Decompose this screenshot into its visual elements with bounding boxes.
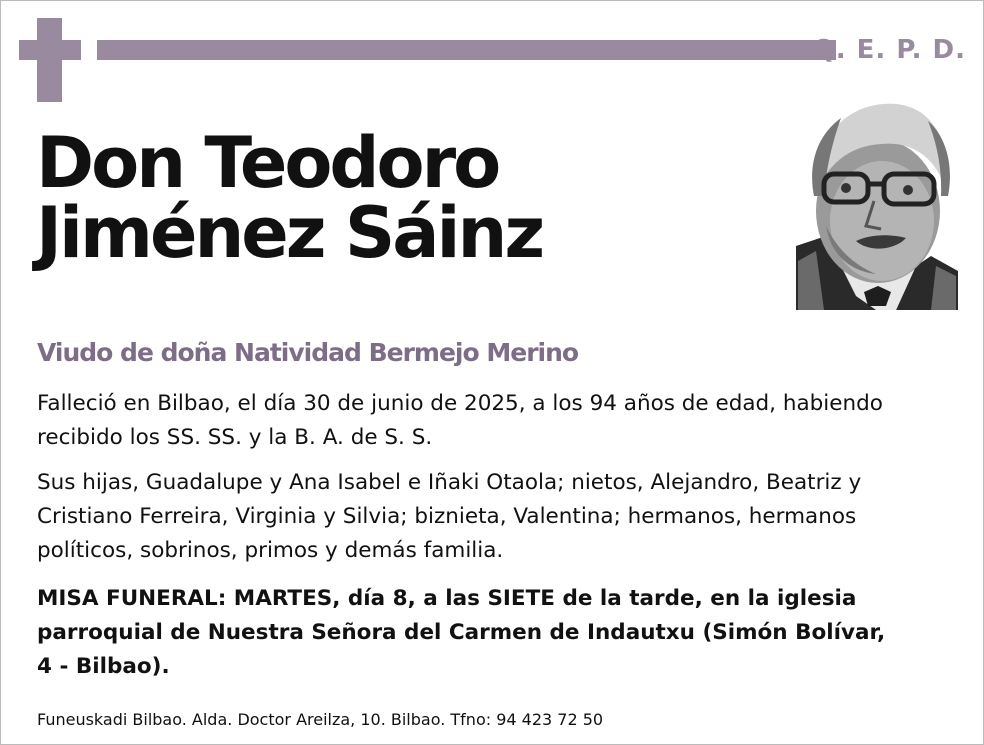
funeral-home-footer: Funeuskadi Bilbao. Alda. Doctor Areilza, 10. Bilbao. Tfno: 94 423 72 50 bbox=[37, 710, 604, 729]
portrait-photo bbox=[796, 96, 958, 310]
name-line-1: Don Teodoro bbox=[36, 122, 499, 204]
paragraph-line: políticos, sobrinos, primos y demás familia. bbox=[37, 538, 504, 563]
paragraph-line: recibido los SS. SS. y la B. A. de S. S. bbox=[37, 425, 433, 450]
cross-icon-vertical bbox=[37, 18, 62, 102]
paragraph-funeral-mass bbox=[37, 582, 957, 684]
cross-icon-horizontal bbox=[19, 40, 81, 60]
paragraph-line: Falleció en Bilbao, el día 30 de junio de 2025, a los 94 años de edad, habiendo bbox=[37, 391, 883, 416]
paragraph-line: Sus hijas, Guadalupe y Ana Isabel e Iñaki Otaola; nietos, Alejandro, Beatriz y bbox=[37, 470, 862, 495]
paragraph-line: parroquial de Nuestra Señora del Carmen de Indautxu (Simón Bolívar, bbox=[37, 620, 886, 645]
paragraph-death-notice bbox=[37, 387, 957, 455]
qepd-label: Q. E. P. D. bbox=[812, 35, 966, 65]
header-bar bbox=[97, 40, 836, 60]
name-line-2: Jiménez Sáinz bbox=[36, 192, 543, 274]
subtitle-widower: Viudo de doña Natividad Bermejo Merino bbox=[37, 338, 579, 367]
paragraph-family bbox=[37, 466, 957, 568]
paragraph-line: 4 - Bilbao). bbox=[37, 654, 170, 679]
paragraph-line: Cristiano Ferreira, Virginia y Silvia; biznieta, Valentina; hermanos, hermanos bbox=[37, 504, 857, 529]
deceased-name bbox=[36, 122, 543, 274]
paragraph-line: MISA FUNERAL: MARTES, día 8, a las SIETE de la tarde, en la iglesia bbox=[37, 586, 857, 611]
